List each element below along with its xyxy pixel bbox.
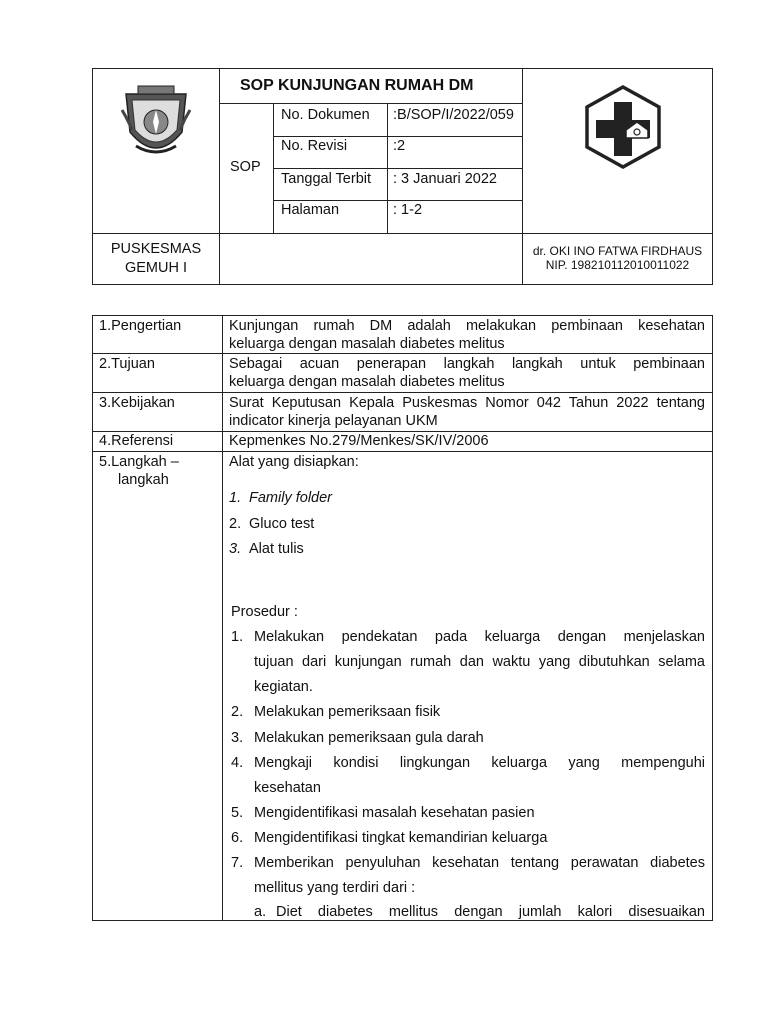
prosedur-3: Melakukan pemeriksaan gula darah bbox=[254, 730, 484, 746]
alat-heading: Alat yang disiapkan: bbox=[229, 454, 359, 470]
org-name-line2: GEMUH I bbox=[124, 260, 188, 276]
document-title: SOP KUNJUNGAN RUMAH DM bbox=[240, 77, 474, 94]
langkah-label-line2: langkah bbox=[118, 472, 169, 488]
pengertian-text-line1: Kunjungan rumah DM adalah melakukan pembinaan kesehatan bbox=[229, 318, 705, 334]
signer-name: dr. OKI INO FATWA FIRDHAUS bbox=[532, 244, 703, 258]
meta-label-no-revisi: No. Revisi bbox=[281, 138, 348, 154]
prosedur-sub-a-line1: Diet diabetes mellitus dengan jumlah kalori disesuaikan bbox=[276, 904, 705, 920]
meta-label-halaman: Halaman bbox=[281, 202, 340, 218]
prosedur-6: Mengidentifikasi tingkat kemandirian keluarga bbox=[254, 830, 548, 846]
puskesmas-logo-icon bbox=[582, 84, 664, 170]
meta-value-tanggal-terbit: : 3 Januari 2022 bbox=[393, 171, 497, 187]
kendal-seal-icon bbox=[118, 80, 194, 164]
tujuan-label: 2.Tujuan bbox=[99, 356, 155, 372]
prosedur-7-line1: Memberikan penyuluhan kesehatan tentang perawatan diabetes bbox=[254, 855, 705, 871]
signer-nip: NIP. 198210112010011022 bbox=[545, 258, 690, 272]
prosedur-num-7: 7. bbox=[231, 855, 244, 871]
tujuan-text-line2: keluarga dengan masalah diabetes melitus bbox=[229, 374, 505, 390]
referensi-text: Kepmenkes No.279/Menkes/SK/IV/2006 bbox=[229, 433, 489, 449]
prosedur-heading: Prosedur : bbox=[231, 604, 298, 620]
prosedur-num-4: 4. bbox=[231, 755, 244, 771]
kebijakan-text-line1: Surat Keputusan Kepala Puskesmas Nomor 042 Tahun 2022 tentang bbox=[229, 395, 705, 411]
alat-num-1: 1. bbox=[229, 490, 242, 506]
prosedur-7-line2: mellitus yang terdiri dari : bbox=[254, 880, 416, 896]
meta-label-no-dokumen: No. Dokumen bbox=[281, 107, 370, 123]
kebijakan-label: 3.Kebijakan bbox=[99, 395, 175, 411]
pengertian-label: 1.Pengertian bbox=[99, 318, 182, 334]
alat-num-3: 3. bbox=[229, 541, 242, 557]
prosedur-2: Melakukan pemeriksaan fisik bbox=[254, 704, 441, 720]
meta-value-halaman: : 1-2 bbox=[393, 202, 423, 218]
prosedur-4-line1: Mengkaji kondisi lingkungan keluarga yang mempenguhi bbox=[254, 755, 705, 771]
alat-item-3: Alat tulis bbox=[249, 541, 304, 557]
prosedur-5: Mengidentifikasi masalah kesehatan pasien bbox=[254, 805, 535, 821]
org-name-line1: PUSKESMAS bbox=[110, 241, 202, 257]
prosedur-4-line2: kesehatan bbox=[254, 780, 321, 796]
tujuan-text-line1: Sebagai acuan penerapan langkah langkah untuk pembinaan bbox=[229, 356, 705, 372]
alat-item-2: Gluco test bbox=[249, 516, 315, 532]
sop-label: SOP bbox=[230, 159, 261, 175]
prosedur-1-line3: kegiatan. bbox=[254, 679, 313, 695]
alat-num-2: 2. bbox=[229, 516, 242, 532]
prosedur-num-1: 1. bbox=[231, 629, 244, 645]
alat-item-1: Family folder bbox=[249, 490, 332, 506]
prosedur-sub-a-num: a. bbox=[254, 904, 267, 920]
meta-value-no-revisi: :2 bbox=[393, 138, 406, 154]
prosedur-num-3: 3. bbox=[231, 730, 244, 746]
meta-label-tanggal-terbit: Tanggal Terbit bbox=[281, 171, 372, 187]
referensi-label: 4.Referensi bbox=[99, 433, 174, 449]
prosedur-num-6: 6. bbox=[231, 830, 244, 846]
prosedur-num-2: 2. bbox=[231, 704, 244, 720]
langkah-label-line1: 5.Langkah – bbox=[99, 454, 179, 470]
prosedur-1-line1: Melakukan pendekatan pada keluarga dengan menjelaskan bbox=[254, 629, 705, 645]
kebijakan-text-line2: indicator kinerja pelayanan UKM bbox=[229, 413, 438, 429]
meta-value-no-dokumen: :B/SOP/I/2022/059 bbox=[393, 107, 514, 123]
pengertian-text-line2: keluarga dengan masalah diabetes melitus bbox=[229, 336, 505, 352]
prosedur-1-line2: tujuan dari kunjungan rumah dan waktu yang dibutuhkan selama bbox=[254, 654, 705, 670]
prosedur-num-5: 5. bbox=[231, 805, 244, 821]
